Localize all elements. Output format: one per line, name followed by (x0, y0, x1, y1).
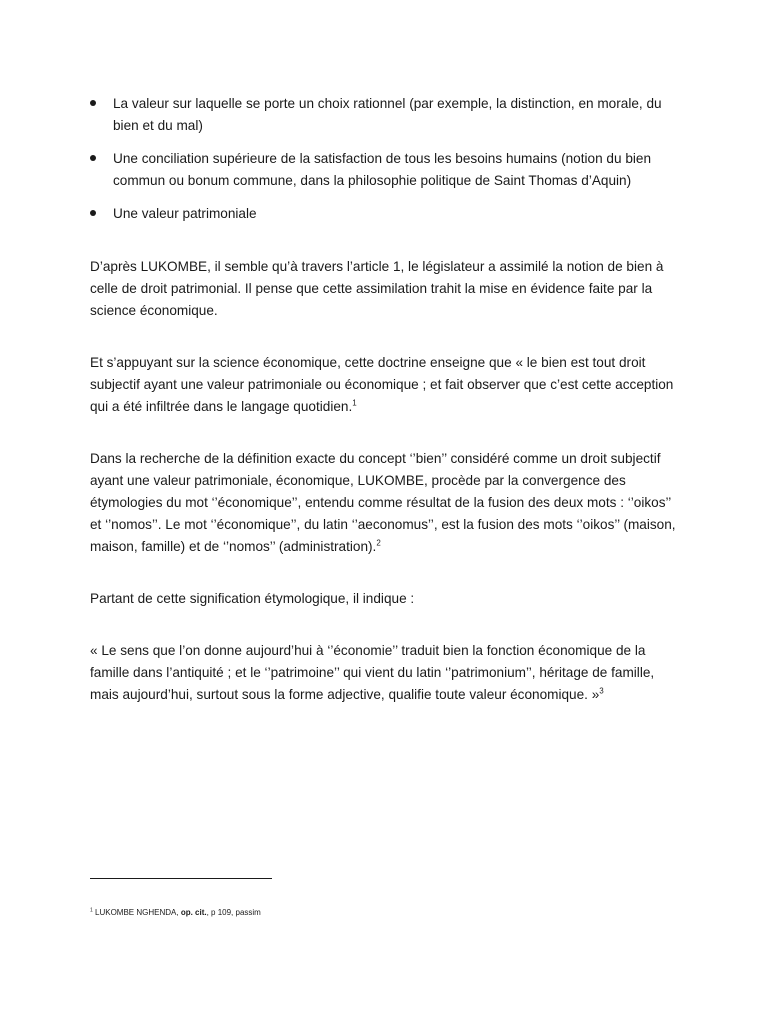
footnote-ref[interactable]: 2 (376, 538, 381, 548)
paragraph-science-economique: Et s’appuyant sur la science économique, cette doctrine enseigne que « le bien est tout droit subjectif ayant une valeur patrimoniale ou économique ; et fait observer que c’est cette acception qui a été infiltrée dans le langage quotidien.$^1$ (90, 355, 674, 414)
footnote-author: LUKOMBE NGHENDA, (95, 908, 181, 917)
bullet-text: Une conciliation supérieure de la satisfaction de tous les besoins humains (notion du bien commun ou bonum commune, dans la philosophie politique de Saint Thomas d’Aquin) (113, 151, 652, 188)
paragraph-quote: « Le sens que l’on donne aujourd’hui à ‘’économie’’ traduit bien la fonction économique de la famille dans l’antiquité ; et le ‘’patrimoine’’ qui vient du latin ‘’patrimonium’’, héritage de famille, mais aujourd’hui, surtout sous la forme adjective, qualifie toute valeur économique. »$^3$ (90, 643, 655, 702)
footnote-rest: , p 109, passim (206, 908, 261, 917)
bullet-text: Une valeur patrimoniale (113, 206, 257, 221)
bullet-icon (90, 155, 96, 161)
bullet-text: La valeur sur laquelle se porte un choix rationnel (par exemple, la distinction, en morale, du bien et du mal) (113, 96, 662, 133)
list-item (90, 93, 680, 137)
bullet-icon (90, 210, 96, 216)
paragraph-etymologie: Partant de cette signification étymologique, il indique : (90, 591, 415, 606)
footnote-ref[interactable]: 3 (599, 686, 604, 696)
footnote-ref[interactable]: 1 (352, 398, 357, 408)
footnote-divider (90, 878, 272, 879)
footnote (90, 908, 261, 918)
bullet-icon (90, 100, 96, 106)
list-item (90, 148, 680, 192)
bullet-list (90, 93, 680, 225)
paragraph-definition-bien: Dans la recherche de la définition exacte du concept ‘’bien’’ considéré comme un droit subjectif ayant une valeur patrimoniale, économique, LUKOMBE, procède par la convergence des étymologies du mot ‘’économique’’, entendu comme résultat de la fusion des deux mots : ‘’oikos’’ et ‘’nomos’’. Le mot ‘’économique’’, du latin ‘’aeconomus’’, est la fusion des mots ‘’oikos’’ (maison, maison, famille) et de ‘’nomos’’ (administration).$^2$ (90, 451, 676, 554)
body-text (90, 93, 680, 706)
paragraph-lukombe-article: D’après LUKOMBE, il semble qu’à travers l’article 1, le législateur a assimilé la notion de bien à celle de droit patrimonial. Il pense que cette assimilation trahit la mise en évidence faite par la science économique. (90, 259, 664, 318)
footnote-number: 1 (90, 907, 93, 914)
footnote-ref-bold: op. cit. (180, 908, 207, 917)
list-item (90, 203, 680, 225)
